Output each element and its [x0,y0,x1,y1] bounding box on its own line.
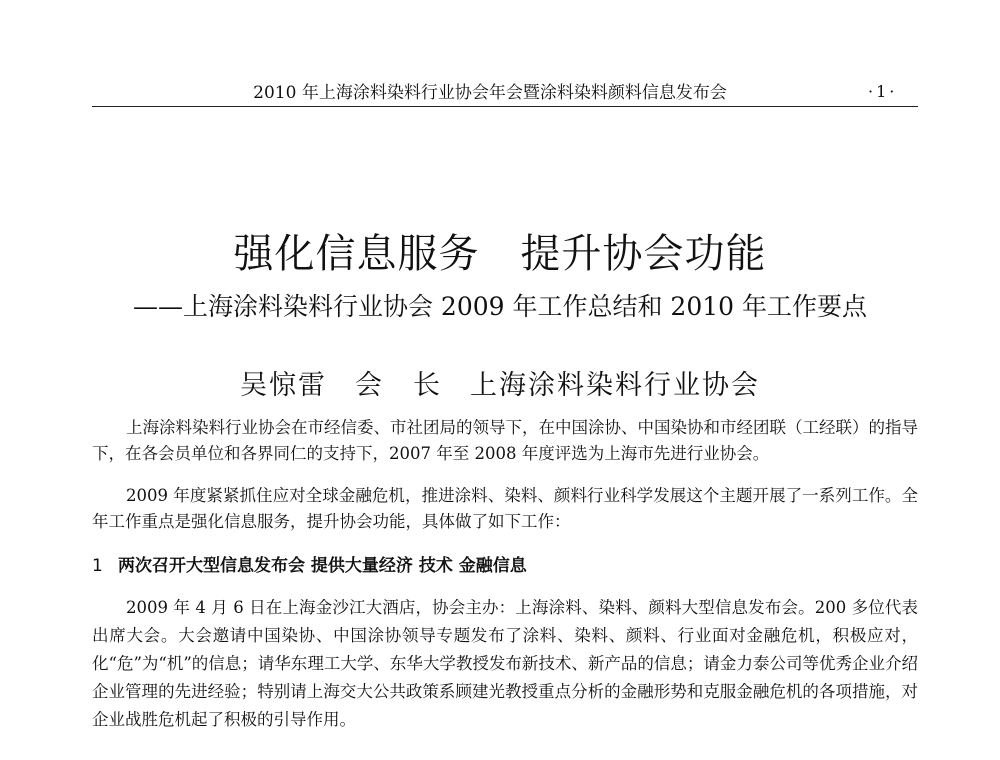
section-heading [92,553,918,579]
article-subtitle: ——上海涂料染料行业协会 2009 年工作总结和 2010 年工作要点 [132,292,868,321]
running-header: 2010 年上海涂料染料行业协会年会暨涂料染料颜料信息发布会 [253,83,727,103]
body-paragraph: 上海涂料染料行业协会在市经信委、市社团局的领导下，在中国涂协、中国染协和市经团联（工经联）的指导下，在各会员单位和各界同仁的支持下，2007 年至 2008 年度评选为上海市先进行业协会。 [92,418,918,463]
author-role: 会 长 [355,370,442,401]
article-title: 强化信息服务 提升协会功能 [233,231,767,277]
section-paragraph: 2009 年 4 月 6 日在上海金沙江大酒店，协会主办：上海涂料、染料、颜料大型信息发布会。200 多位代表出席大会。大会邀请中国染协、中国涂协领导专题发布了涂料、染料、颜料、行业面对金融危机，积极应对，化“危”为“机”的信息；请华东理工大学、东华大学教授发布新技术、新产品的信息；请金力泰公司等优秀企业介绍企业管理的先进经验；特别请上海交大公共政策系顾建光教授重点分析的金融形势和克服金融危机的各项措施，对企业战胜危机起了积极的引导作用。 [92,598,918,729]
body-paragraph: 2009 年度紧紧抓住应对全球金融危机，推进涂料、染料、颜料行业科学发展这个主题开展了一系列工作。全年工作重点是强化信息服务，提升协会功能，具体做了如下工作： [92,486,918,531]
page-number: ·1· [868,82,898,101]
author-line [0,363,1000,402]
author-organization: 上海涂料染料行业协会 [470,370,760,401]
header-rule [92,106,918,107]
section-number: 1 [92,556,103,576]
author-name: 吴惊雷 [240,370,327,401]
section-heading-text: 两次召开大型信息发布会 提供大量经济 技术 金融信息 [118,556,527,576]
